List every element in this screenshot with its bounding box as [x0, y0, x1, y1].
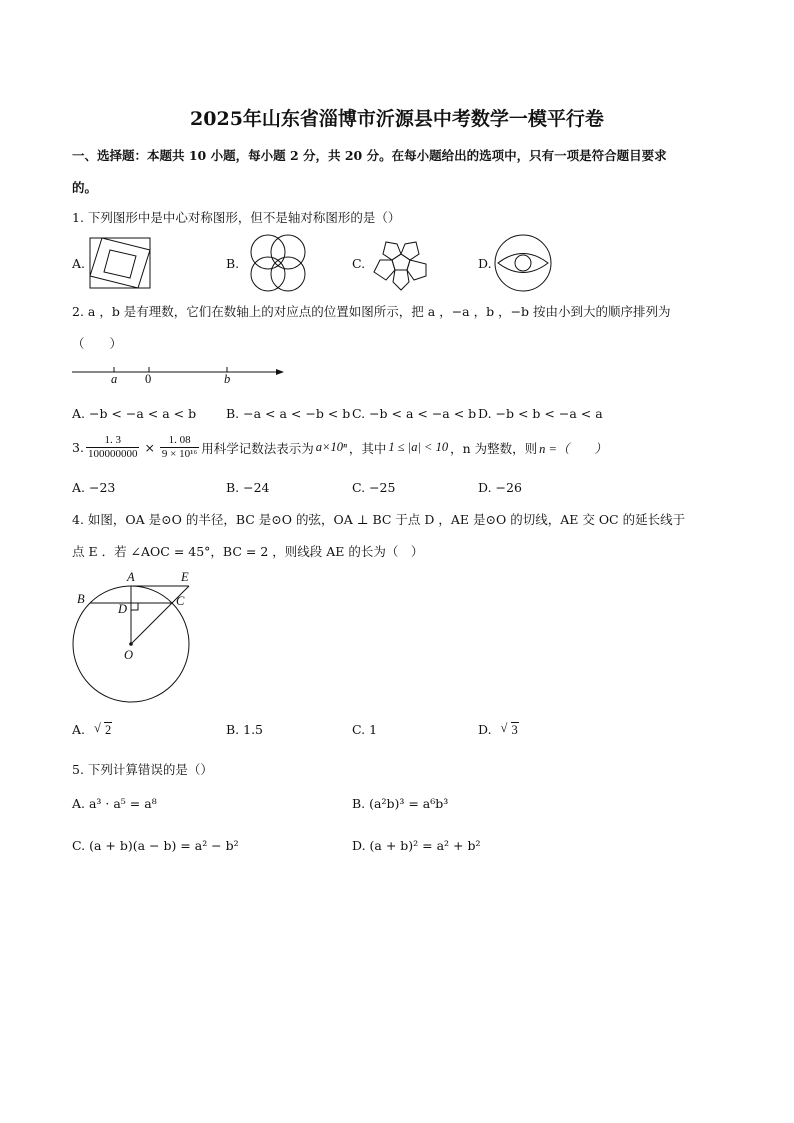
q1-figure-b — [242, 232, 314, 296]
q4-option-d-radicand: 3 — [511, 723, 518, 737]
q1-figure-d — [494, 234, 554, 294]
q1-option-c-label: C. — [352, 256, 366, 271]
q3-fraction-2-denominator: 9 × 10¹⁶ — [161, 448, 198, 460]
q5-option-d: D. (a + b)² = a² + b² — [352, 838, 481, 853]
q4-geometry-figure — [72, 572, 202, 704]
q2-number-line — [72, 364, 292, 380]
q4-option-a-label: A. — [72, 722, 86, 737]
q5-stem: 5. 下列计算错误的是（） — [72, 762, 213, 777]
q3-fraction-2-numerator: 1. 08 — [160, 434, 199, 448]
q4-stem-line1: 4. 如图，OA 是⊙O 的半径，BC 是⊙O 的弦，OA ⊥ BC 于点 D ，AE 是⊙O 的切线，AE 交 OC 的延长线于 — [72, 512, 686, 527]
q4-option-d-label: D. — [478, 722, 492, 737]
q3-text-3: ，n 为整数，则 — [450, 440, 538, 456]
q4-label-b: B — [77, 592, 85, 606]
q4-option-a-radicand: 2 — [105, 723, 112, 737]
q3-text-1: 用科学记数法表示为 — [201, 440, 314, 456]
q3-fraction-2 — [160, 434, 199, 461]
page-title: 2025年山东省淄博市沂源县中考数学一模平行卷 — [190, 108, 604, 130]
q3-option-a: A. −23 — [72, 480, 116, 495]
q3-expression: a×10ⁿ — [315, 440, 347, 454]
section-header-line2: 的。 — [72, 180, 98, 195]
q1-figure-c — [366, 232, 436, 296]
q3-times-sign: × — [144, 440, 155, 455]
q4-stem-line2: 点 E ．若 ∠AOC = 45°，BC = 2 ，则线段 AE 的长为（ ） — [72, 544, 424, 559]
q3-fraction-1 — [86, 434, 140, 461]
q3-option-c: C. −25 — [352, 480, 396, 495]
q4-option-b: B. 1.5 — [226, 722, 264, 737]
q2-stem-line2: （ ） — [72, 336, 123, 351]
q3-option-b: B. −24 — [226, 480, 270, 495]
q4-label-e: E — [181, 570, 189, 584]
q3-fraction-1-numerator: 1. 3 — [86, 434, 140, 448]
q2-axis-label-zero: 0 — [145, 372, 152, 386]
q4-option-c: C. 1 — [352, 722, 378, 737]
q3-fraction-1-denominator: 100000000 — [87, 448, 138, 460]
q3-text-2: ，其中 — [348, 440, 387, 456]
q3-ask: n =（ ） — [539, 441, 607, 456]
q4-option-d-sqrt — [502, 723, 519, 738]
section-header-line1: 一、选择题：本题共 10 小题，每小题 2 分，共 20 分。在每小题给出的选项中，只有一项是符合题目要求 — [72, 148, 667, 163]
q1-stem: 1. 下列图形中是中心对称图形，但不是轴对称图形的是（） — [72, 210, 401, 225]
q3-condition: 1 ≤ |a| < 10 — [388, 440, 449, 454]
q2-option-b: B. −a < a < −b < b — [226, 406, 351, 421]
q1-figure-a — [88, 236, 154, 290]
q1-option-b-label: B. — [226, 256, 240, 271]
q2-option-d: D. −b < b < −a < a — [478, 406, 603, 421]
q2-axis-label-a: a — [111, 372, 118, 386]
q4-label-o: O — [124, 648, 134, 662]
q2-option-c: C. −b < a < −a < b — [352, 406, 477, 421]
q2-axis-label-b: b — [224, 372, 231, 386]
q5-option-c: C. (a + b)(a − b) = a² − b² — [72, 838, 239, 853]
q5-option-b: B. (a²b)³ = a⁶b³ — [352, 796, 449, 811]
q4-label-d: D — [118, 602, 128, 616]
q4-option-a-sqrt — [95, 723, 112, 738]
q4-option-a — [72, 722, 112, 738]
q5-option-a: A. a³ · a⁵ = a⁸ — [72, 796, 157, 811]
q1-option-a-label: A. — [72, 256, 86, 271]
q3-number: 3. — [72, 440, 84, 455]
q2-stem-line1: 2. a ，b 是有理数，它们在数轴上的对应点的位置如图所示，把 a ，−a ，b ，−b 按由小到大的顺序排列为 — [72, 304, 671, 319]
q3-option-d: D. −26 — [478, 480, 522, 495]
q1-option-d-label: D. — [478, 256, 492, 271]
q4-option-d — [478, 722, 519, 738]
q4-label-c: C — [176, 594, 185, 608]
q2-option-a: A. −b < −a < a < b — [72, 406, 197, 421]
q4-label-a: A — [127, 570, 135, 584]
q3-stem — [72, 434, 607, 461]
